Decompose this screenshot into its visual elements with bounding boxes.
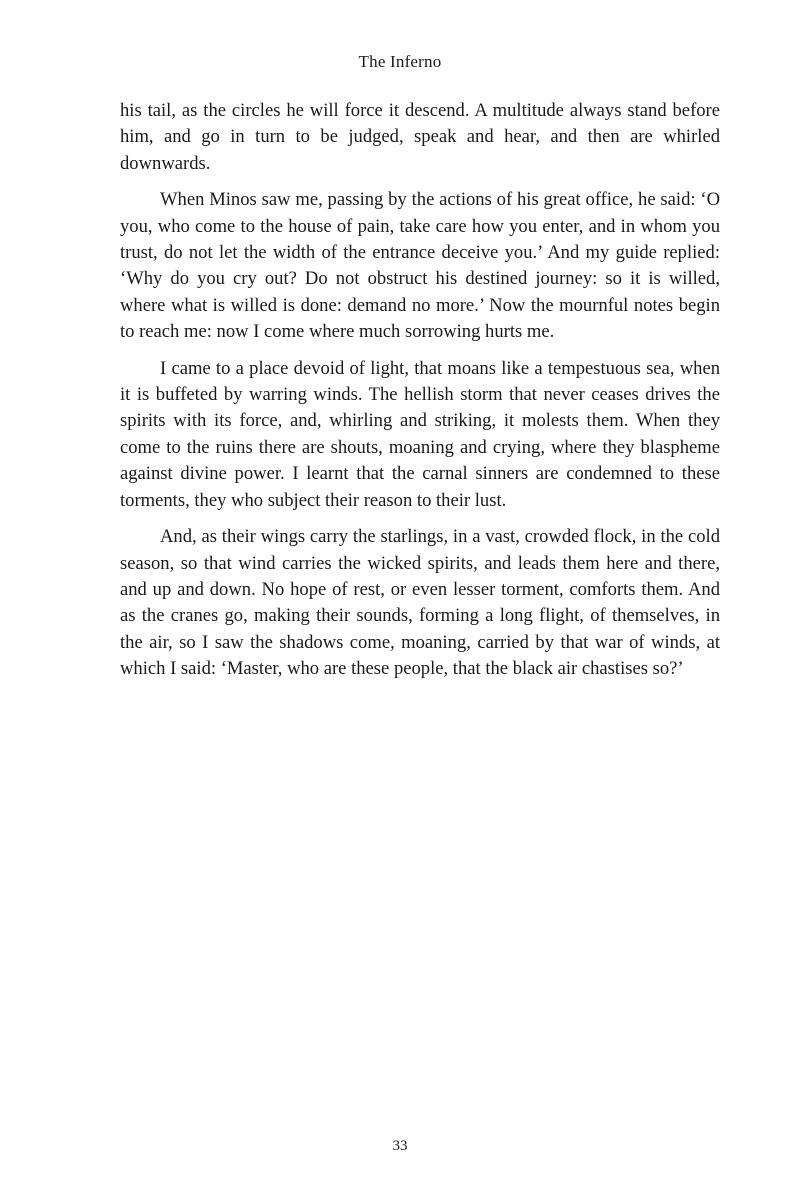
running-header: The Inferno: [358, 52, 442, 71]
paragraph-4: And, as their wings carry the starlings, in a vast, crowded flock, in the cold season, so that wind carries the wicked spirits, and leads them here and there, and up and down. No hope of rest, or even lesser torment, comforts them. And as the cranes go, making their sounds, forming a long flight, of themselves, in the air, so I saw the shadows come, moaning, carried by that war of winds, at which I said: ‘Master, who are these people, that the black air chastises so?’: [120, 526, 720, 680]
paragraph-1: his tail, as the circles he will force it descend. A multitude always stand before him, and go in turn to be judged, speak and hear, and then are whirled downwards.: [120, 100, 720, 174]
paragraph-3: I came to a place devoid of light, that moans like a tempestuous sea, when it is buffeted by warring winds. The hellish storm that never ceases drives the spirits with its force, and, whirling and striking, it molests them. When they come to the ruins there are shouts, moaning and crying, where they blaspheme against divine power. I learnt that the carnal sinners are condemned to these torments, they who subject their reason to their lust.: [120, 357, 720, 511]
page-number: 33: [392, 1138, 408, 1154]
paragraph-2: When Minos saw me, passing by the actions of his great office, he said: ‘O you, who come to the house of pain, take care how you enter, and in whom you trust, do not let the width of the entrance deceive you.’ And my guide replied: ‘Why do you cry out? Do not obstruct his destined journey: so it is willed, where what is willed is done: demand no more.’ Now the mournful notes begin to reach me: now I come where much sorrowing hurts me.: [120, 189, 720, 343]
body-text: [120, 98, 720, 693]
